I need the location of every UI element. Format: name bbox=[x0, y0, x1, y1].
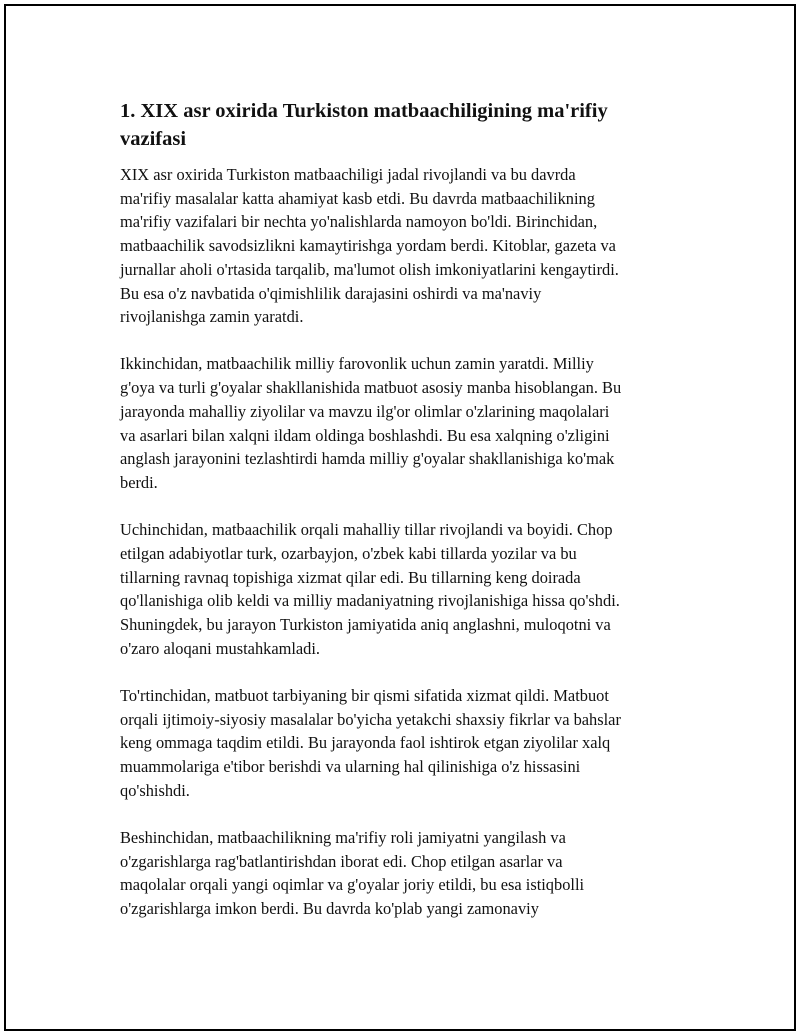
text-line: muammolariga e'tibor berishdi va ularning hal qilinishiga o'z hissasini bbox=[120, 756, 581, 776]
text-line: berdi. bbox=[120, 472, 158, 492]
text-line: rivojlanishga zamin yaratdi. bbox=[120, 307, 304, 327]
text-line: jarayonda mahalliy ziyolilar va mavzu ilg'or olimlar o'zlarining maqolalari bbox=[120, 401, 610, 421]
text-line: Uchinchidan, matbaachilik orqali mahalliy tillar rivojlandi va boyidi. Chop bbox=[120, 520, 613, 540]
heading-line: 1. XIX asr oxirida Turkiston matbaachiligining ma'rifiy bbox=[120, 100, 608, 122]
text-line: o'zgarishlarga imkon berdi. Bu davrda ko'plab yangi zamonaviy bbox=[120, 898, 539, 918]
text-line: tillarning ravnaq topishiga xizmat qilar edi. Bu tillarning keng doirada bbox=[120, 567, 581, 587]
paragraph-education bbox=[120, 684, 700, 803]
text-line: matbaachilik savodsizlikni kamaytirishga yordam berdi. Kitoblar, gazeta va bbox=[120, 236, 616, 256]
text-line: va asarlari bilan xalqni ildam oldinga boshlashdi. Bu esa xalqning o'zligini bbox=[120, 425, 610, 445]
paragraph-renewal bbox=[120, 826, 700, 921]
section-heading bbox=[120, 97, 700, 153]
text-line: orqali ijtimoiy-siyosiy masalalar bo'yicha yetakchi shaxsiy fikrlar va bahslar bbox=[120, 709, 621, 729]
document-body bbox=[120, 97, 700, 944]
text-line: g'oya va turli g'oyalar shakllanishida matbuot asosiy manba hisoblangan. Bu bbox=[120, 378, 622, 398]
paragraph-literacy bbox=[120, 163, 700, 329]
text-line: Shuningdek, bu jarayon Turkiston jamiyatida aniq anglashni, muloqotni va bbox=[120, 614, 611, 634]
text-line: qo'shishdi. bbox=[120, 780, 190, 800]
text-line: maqolalar orqali yangi oqimlar va g'oyalar joriy etildi, bu esa istiqbolli bbox=[120, 875, 585, 895]
text-line: o'zaro aloqani mustahkamladi. bbox=[120, 638, 321, 658]
text-line: Beshinchidan, matbaachilikning ma'rifiy roli jamiyatni yangilash va bbox=[120, 827, 566, 847]
text-line: qo'llanishiga olib keldi va milliy madaniyatning rivojlanishiga hissa qo'shdi. bbox=[120, 591, 620, 611]
page-border bbox=[4, 4, 796, 1031]
text-line: etilgan adabiyotlar turk, ozarbayjon, o'zbek kabi tillarda yozilar va bu bbox=[120, 543, 577, 563]
text-line: ma'rifiy vazifalari bir nechta yo'nalishlarda namoyon bo'ldi. Birinchidan, bbox=[120, 212, 598, 232]
text-line: anglash jarayonini tezlashtirdi hamda milliy g'oyalar shakllanishiga ko'mak bbox=[120, 449, 615, 469]
text-line: Ikkinchidan, matbaachilik milliy farovonlik uchun zamin yaratdi. Milliy bbox=[120, 354, 594, 374]
heading-line: vazifasi bbox=[120, 128, 187, 150]
text-line: Bu esa o'z navbatida o'qimishlilik darajasini oshirdi va ma'naviy bbox=[120, 283, 542, 303]
text-line: XIX asr oxirida Turkiston matbaachiligi jadal rivojlandi va bu davrda bbox=[120, 165, 576, 184]
text-line: o'zgarishlarga rag'batlantirishdan iborat edi. Chop etilgan asarlar va bbox=[120, 851, 563, 871]
paragraph-national-idea bbox=[120, 352, 700, 494]
text-line: keng ommaga taqdim etildi. Bu jarayonda faol ishtirok etgan ziyolilar xalq bbox=[120, 733, 611, 753]
text-line: jurnallar aholi o'rtasida tarqalib, ma'lumot olish imkoniyatlarini kengaytirdi. bbox=[120, 259, 619, 279]
text-line: To'rtinchidan, matbuot tarbiyaning bir qismi sifatida xizmat qildi. Matbuot bbox=[120, 685, 609, 705]
text-line: ma'rifiy masalalar katta ahamiyat kasb etdi. Bu davrda matbaachilikning bbox=[120, 188, 595, 208]
paragraph-local-languages bbox=[120, 518, 700, 660]
